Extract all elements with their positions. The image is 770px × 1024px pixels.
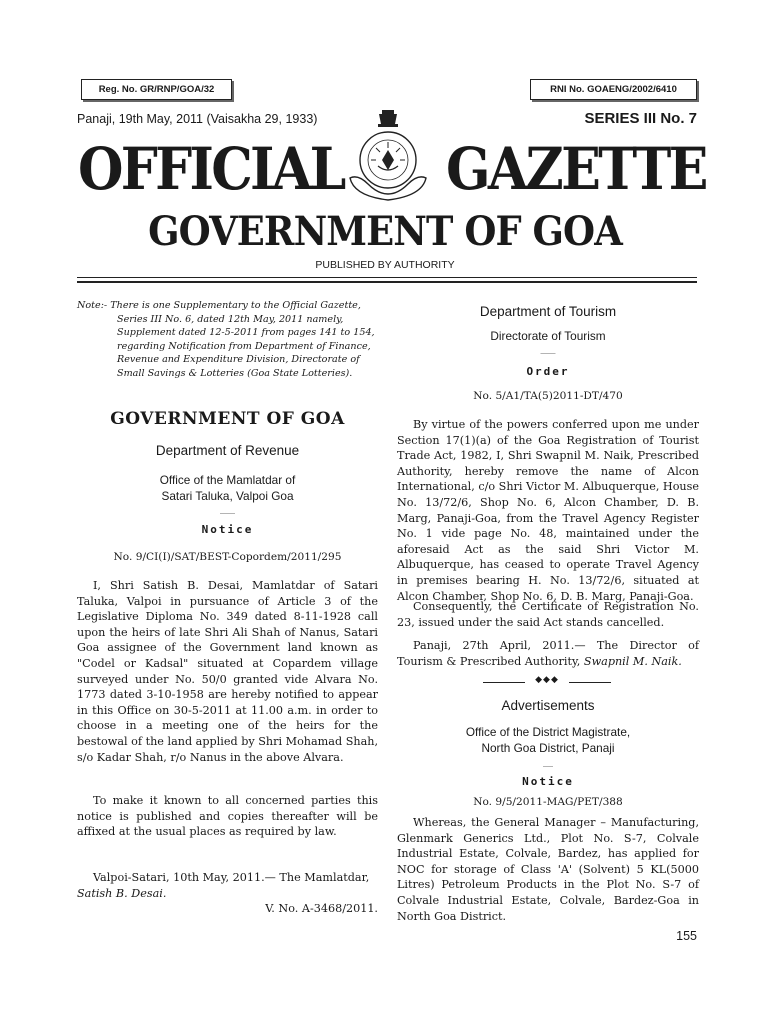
- order-body: [397, 417, 699, 604]
- published-by-authority: PUBLISHED BY AUTHORITY: [315, 259, 455, 271]
- right-dash-2: __: [543, 756, 553, 767]
- title-official: OFFICIAL: [78, 135, 344, 203]
- right-para-2-block: [397, 599, 699, 630]
- note-label: Note:-: [77, 300, 108, 311]
- header-rule-top: [77, 277, 697, 278]
- right-notice-number: No. 9/5/2011-MAG/PET/388: [473, 796, 623, 808]
- left-voucher-number: V. No. A-3468/2011.: [265, 902, 378, 916]
- rni-number: RNI No. GOAENG/2002/6410: [530, 79, 697, 100]
- left-notice-body: [77, 578, 378, 765]
- section-separator: [483, 676, 611, 688]
- right-para-2: Consequently, the Certificate of Registration No. 23, issued under the said Act stands cancelled.: [397, 600, 699, 629]
- title-gazette: GAZETTE: [446, 135, 706, 203]
- left-notice-heading: Notice: [201, 523, 254, 536]
- left-dash: ___: [220, 503, 235, 514]
- left-sign-name: Satish B. Desai.: [77, 886, 167, 900]
- left-para-1: I, Shri Satish B. Desai, Mamlatdar of Satari Taluka, Valpoi in pursuance of Article 3 of the Legislative Diploma No. 349 dated 8-11-1928 call upon the heirs of late Shri Ali Shah of Nanus, Satari Goa assignee of the Government land known as "Codel or Kadsal" situated at Copardem village surveyed under No. 50/0 granted vide Alvara No. 1773 dated 3-10-1958 are hereby notified to appear in this Office on 30-5-2011 at 11.00 a.m. in order to choose in a meeting one of the heirs for the bestowal of the land applied by Shri Mohamad Shah, s/o Kadar Shah, r/o Nanus in the above Alvara.: [77, 579, 378, 764]
- right-sign-text: Panaji, 27th April, 2011.— The Director of Tourism & Prescribed Authority,: [397, 639, 699, 668]
- left-para-2-block: [77, 793, 378, 840]
- department-of-tourism: Department of Tourism: [479, 304, 617, 319]
- order-heading: Order: [526, 365, 570, 378]
- goa-emblem: [338, 108, 438, 216]
- right-sign-name: Swapnil M. Naik.: [583, 654, 682, 668]
- office-mamlatdar-line2: Satari Taluka, Valpoi Goa: [161, 489, 294, 503]
- separator-diamonds: ◆◆◆: [535, 675, 559, 685]
- right-dash: ___: [540, 343, 556, 354]
- left-notice-number: No. 9/CI(I)/SAT/BEST-Copordem/2011/295: [113, 551, 342, 563]
- header-rule-bottom: [77, 281, 697, 283]
- series-number: SERIES III No. 7: [584, 110, 697, 127]
- order-number: No. 5/A1/TA(5)2011-DT/470: [473, 390, 623, 402]
- registration-number: Reg. No. GR/RNP/GOA/32: [81, 79, 232, 100]
- left-gov-heading: GOVERNMENT OF GOA: [110, 409, 345, 429]
- right-notice-body: [397, 815, 699, 924]
- supplement-note: [77, 299, 378, 381]
- office-district-magistrate-line2: North Goa District, Panaji: [481, 741, 615, 755]
- right-para-1: By virtue of the powers conferred upon me under Section 17(1)(a) of the Goa Registration of Tourist Trade Act, 1982, I, Shri Swapnil M. Naik, Prescribed Authority, hereby remove the name of Alcon International, c/o Shri Victor M. Albuquerque, House No. 13/72/6, Shop No. 6, Alcon Chamber, D. B. Marg, Panaji-Goa, from the Travel Agency Register No. 1 vide page No. 48, maintained under the aforesaid Act as the said Shri Victor M. Albuquerque, has ceased to operate Travel Agency in premises bearing H. No. 13/72/6, situated at Alcon Chamber, Shop No. 6, D. B. Marg, Panaji-Goa.: [397, 418, 699, 603]
- left-sign-place: Valpoi-Satari, 10th May, 2011.— The Mamlatdar,: [93, 871, 370, 884]
- issue-date: Panaji, 19th May, 2011 (Vaisakha 29, 1933): [77, 112, 318, 126]
- separator-line-left: [483, 682, 525, 683]
- department-of-revenue: Department of Revenue: [155, 443, 300, 458]
- separator-line-right: [569, 682, 611, 683]
- left-para-2: To make it known to all concerned parties this notice is published and copies thereafter will be affixed at the usual places as required by law.: [77, 794, 378, 839]
- note-text: There is one Supplementary to the Official Gazette, Series III No. 6, dated 12th May, 2011 namely, Supplement dated 12-5-2011 from pages 141 to 154, regarding Notification from Department of Finance, Revenue and Expenditure Division, Directorate of Small Savings & Lotteries (Goa State Lotteries).: [110, 300, 375, 379]
- right-notice-heading: Notice: [522, 775, 574, 788]
- page-number: 155: [676, 929, 697, 943]
- advertisements-heading: Advertisements: [501, 698, 595, 713]
- emblem-icon: [338, 108, 438, 216]
- office-mamlatdar-line1: Office of the Mamlatdar of: [159, 473, 296, 487]
- subtitle-government-of-goa: GOVERNMENT OF GOA: [148, 208, 622, 255]
- directorate-of-tourism: Directorate of Tourism: [490, 329, 606, 343]
- right-para-3: Whereas, the General Manager – Manufacturing, Glenmark Generics Ltd., Plot No. S-7, Colvale Industrial Estate, Colvale, Bardez, has applied for NOC for storage of Class 'A' (Solvent) 5 KL(5000 Litres) Petroleum Products in the Plot No. S-7 of Colvale Industrial Estate, Colvale, Bardez-Goa in North Goa District.: [397, 816, 699, 923]
- office-district-magistrate-line1: Office of the District Magistrate,: [465, 725, 631, 739]
- left-signature-block: [77, 870, 378, 917]
- right-signature-block: [397, 638, 699, 669]
